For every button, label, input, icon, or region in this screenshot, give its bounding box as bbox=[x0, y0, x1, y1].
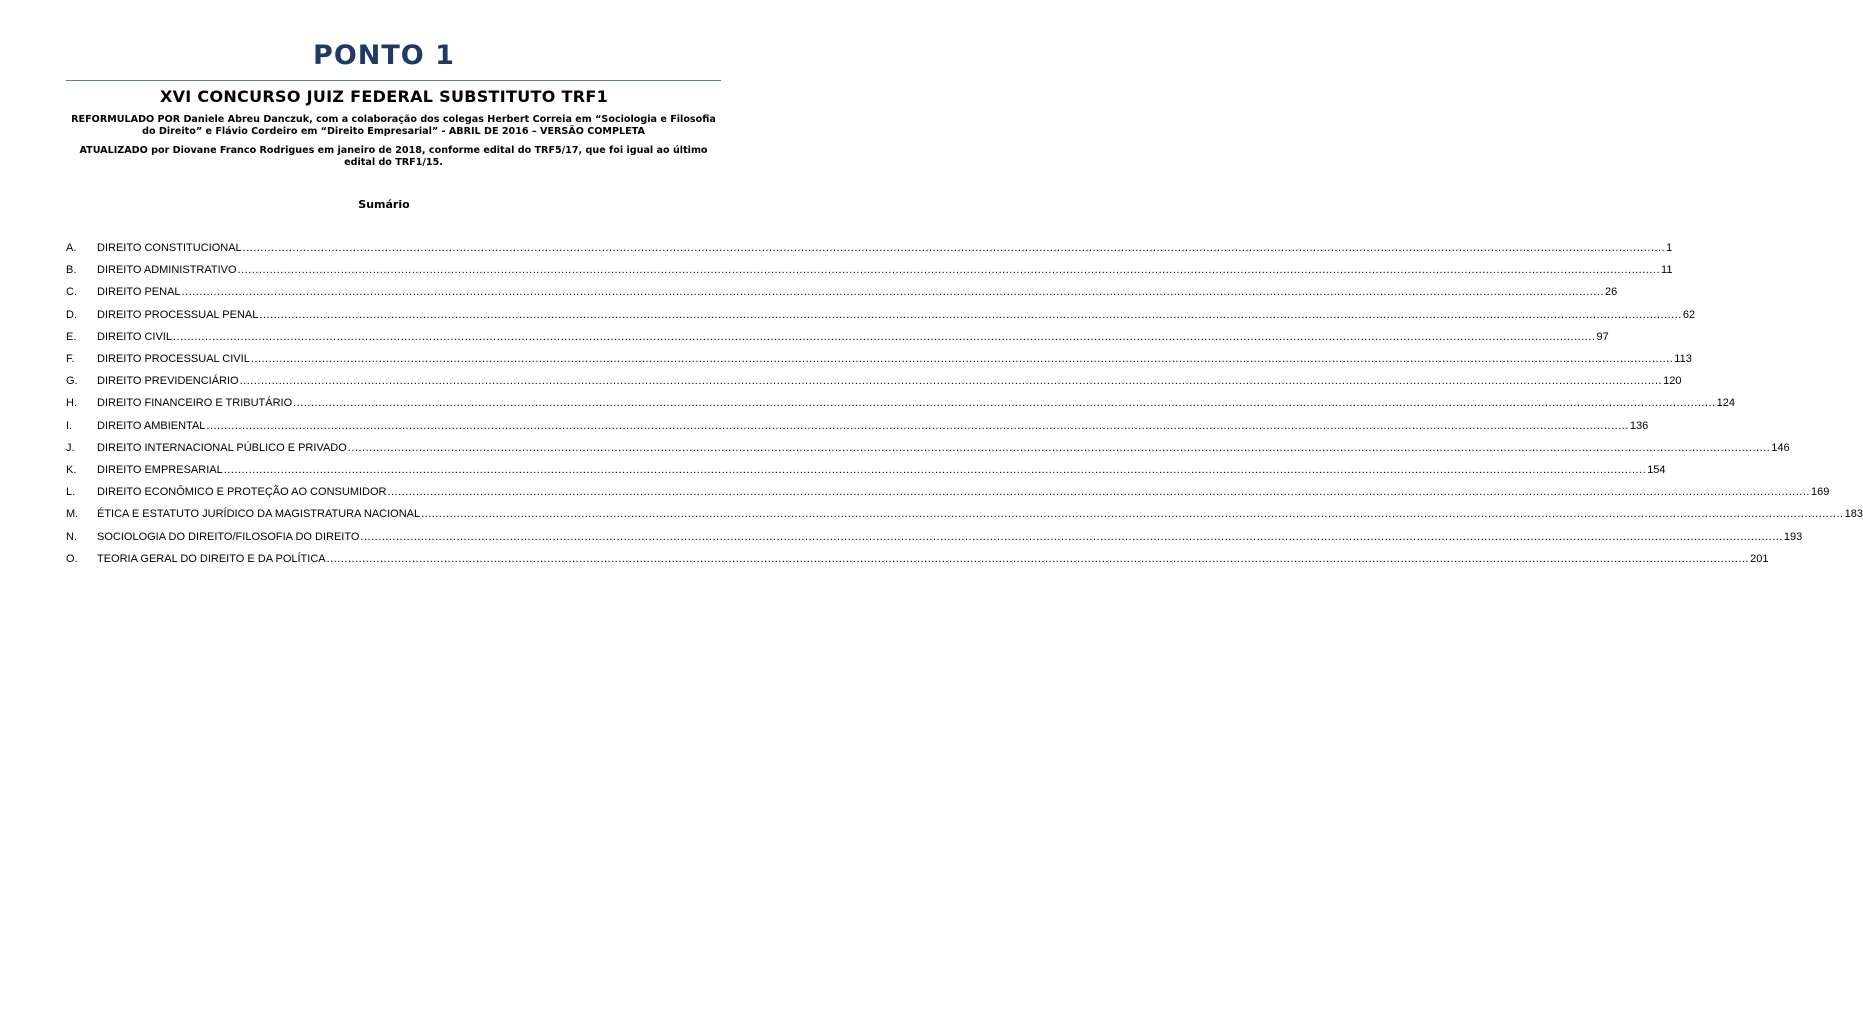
toc-entry[interactable] bbox=[66, 281, 1618, 303]
toc-dot-leader: ................................................................................................................................................................................................................................................................................................................................................................................................................ bbox=[206, 419, 1629, 432]
toc-dot-leader: ................................................................................................................................................................................................................................................................................................................................................................................................................ bbox=[293, 397, 1716, 410]
credit-updated: ATUALIZADO por Diovane Franco Rodrigues em janeiro de 2018, conforme edital do TRF5/17, que foi igual ao último edital do TRF1/15. bbox=[79, 145, 708, 168]
toc-entry-letter: N. bbox=[66, 530, 77, 543]
toc-entry-page: 193 bbox=[1783, 530, 1803, 543]
toc-entry-page: 169 bbox=[1810, 486, 1830, 499]
toc-entry-letter: L. bbox=[66, 486, 76, 499]
toc-entry[interactable] bbox=[66, 304, 1696, 326]
toc-entry-page: 146 bbox=[1771, 441, 1790, 454]
toc-entry-page: 136 bbox=[1629, 419, 1649, 432]
toc-dot-leader: ................................................................................................................................................................................................................................................................................................................................................................................................................ bbox=[223, 463, 1647, 476]
toc-entry[interactable] bbox=[66, 503, 1863, 525]
toc-entry-label: DIREITO PREVIDENCIÁRIO bbox=[97, 375, 239, 388]
toc-entry-page: 97 bbox=[1596, 330, 1609, 343]
toc-entry-label: DIREITO EMPRESARIAL bbox=[97, 463, 223, 476]
toc-entry[interactable] bbox=[66, 437, 1790, 459]
toc-dot-leader: ................................................................................................................................................................................................................................................................................................................................................................................................................ bbox=[237, 264, 1661, 277]
toc-entry[interactable] bbox=[66, 326, 1609, 348]
toc-entry-label: DIREITO FINANCEIRO E TRIBUTÁRIO bbox=[97, 397, 293, 410]
credit-reformulated: REFORMULADO POR Daniele Abreu Danczuk, com a colaboração dos colegas Herbert Correia em “Sociologia e Filosofia do Direito” e Flávio Cordeiro em “Direito Empresarial” - ABRIL DE 2016 – VERSÃO COMPLETA bbox=[71, 114, 716, 137]
toc-entry-letter: H. bbox=[66, 397, 77, 410]
toc-entry-label: DIREITO ADMINISTRATIVO bbox=[97, 264, 237, 277]
toc-entry-label: DIREITO CONSTITUCIONAL bbox=[97, 242, 242, 255]
document-title: PONTO 1 bbox=[313, 40, 455, 71]
summary-heading: Sumário bbox=[358, 198, 410, 211]
toc-entry-label: DIREITO CIVIL bbox=[97, 330, 172, 343]
toc-dot-leader: ................................................................................................................................................................................................................................................................................................................................................................................................................ bbox=[250, 353, 1674, 366]
toc-entry[interactable] bbox=[66, 259, 1673, 281]
toc-dot-leader: ................................................................................................................................................................................................................................................................................................................................................................................................................ bbox=[172, 330, 1596, 343]
toc-entry-letter: C. bbox=[66, 286, 77, 299]
toc-entry-label: DIREITO INTERNACIONAL PÚBLICO E PRIVADO bbox=[97, 441, 347, 454]
toc-entry-page: 154 bbox=[1647, 463, 1666, 476]
toc-entry-letter: J. bbox=[66, 441, 75, 454]
toc-entry-letter: A. bbox=[66, 242, 77, 255]
toc-entry[interactable] bbox=[66, 415, 1649, 437]
toc-entry-page: 113 bbox=[1674, 353, 1692, 366]
toc-entry-page: 62 bbox=[1682, 308, 1696, 321]
toc-entry[interactable] bbox=[66, 459, 1666, 481]
toc-dot-leader: ................................................................................................................................................................................................................................................................................................................................................................................................................ bbox=[326, 552, 1750, 565]
toc-entry-label: DIREITO ECONÔMICO E PROTEÇÃO AO CONSUMIDOR bbox=[97, 486, 387, 499]
toc-entry[interactable] bbox=[66, 548, 1769, 570]
toc-entry-letter: D. bbox=[66, 308, 77, 321]
toc-entry[interactable] bbox=[66, 370, 1682, 392]
toc-entry-letter: I. bbox=[66, 419, 73, 432]
title-divider bbox=[66, 80, 721, 81]
toc-entry[interactable] bbox=[66, 348, 1692, 370]
toc-entry-letter: E. bbox=[66, 330, 77, 343]
toc-entry-page: 26 bbox=[1605, 286, 1618, 299]
toc-entry[interactable] bbox=[66, 237, 1673, 259]
toc-dot-leader: ................................................................................................................................................................................................................................................................................................................................................................................................................ bbox=[259, 308, 1682, 321]
toc-dot-leader: ................................................................................................................................................................................................................................................................................................................................................................................................................ bbox=[360, 530, 1783, 543]
toc-entry-page: 1 bbox=[1666, 242, 1673, 255]
toc-entry-label: DIREITO PROCESSUAL CIVIL bbox=[97, 353, 250, 366]
toc-dot-leader: ................................................................................................................................................................................................................................................................................................................................................................................................................ bbox=[387, 486, 1810, 499]
toc-entry-label: SOCIOLOGIA DO DIREITO/FILOSOFIA DO DIREITO bbox=[97, 530, 360, 543]
toc-dot-leader: ................................................................................................................................................................................................................................................................................................................................................................................................................ bbox=[239, 375, 1663, 388]
document-subtitle: XVI CONCURSO JUIZ FEDERAL SUBSTITUTO TRF1 bbox=[159, 87, 609, 106]
toc-entry[interactable] bbox=[66, 392, 1735, 414]
toc-entry-label: DIREITO PENAL bbox=[97, 286, 181, 299]
toc-dot-leader: ................................................................................................................................................................................................................................................................................................................................................................................................................ bbox=[347, 441, 1771, 454]
toc-dot-leader: ................................................................................................................................................................................................................................................................................................................................................................................................................ bbox=[242, 242, 1666, 255]
toc-entry-label: DIREITO AMBIENTAL bbox=[97, 419, 206, 432]
toc-entry-page: 201 bbox=[1750, 552, 1769, 565]
table-of-contents bbox=[66, 237, 1863, 570]
toc-entry-page: 120 bbox=[1663, 375, 1682, 388]
toc-entry-page: 124 bbox=[1716, 397, 1735, 410]
toc-entry[interactable] bbox=[66, 525, 1803, 547]
toc-entry-page: 183 bbox=[1844, 508, 1863, 521]
toc-entry-letter: F. bbox=[66, 353, 75, 366]
toc-entry-letter: K. bbox=[66, 463, 77, 476]
toc-dot-leader: ................................................................................................................................................................................................................................................................................................................................................................................................................ bbox=[421, 508, 1844, 521]
toc-entry-letter: G. bbox=[66, 375, 78, 388]
toc-entry-label: DIREITO PROCESSUAL PENAL bbox=[97, 308, 259, 321]
toc-dot-leader: ................................................................................................................................................................................................................................................................................................................................................................................................................ bbox=[181, 286, 1605, 299]
toc-entry-label: TEORIA GERAL DO DIREITO E DA POLÍTICA bbox=[97, 552, 326, 565]
toc-entry-letter: B. bbox=[66, 264, 77, 277]
toc-entry-page: 11 bbox=[1661, 264, 1673, 277]
toc-entry[interactable] bbox=[66, 481, 1830, 503]
toc-entry-letter: M. bbox=[66, 508, 79, 521]
toc-entry-letter: O. bbox=[66, 552, 78, 565]
toc-entry-label: ÉTICA E ESTATUTO JURÍDICO DA MAGISTRATURA NACIONAL bbox=[97, 508, 421, 521]
